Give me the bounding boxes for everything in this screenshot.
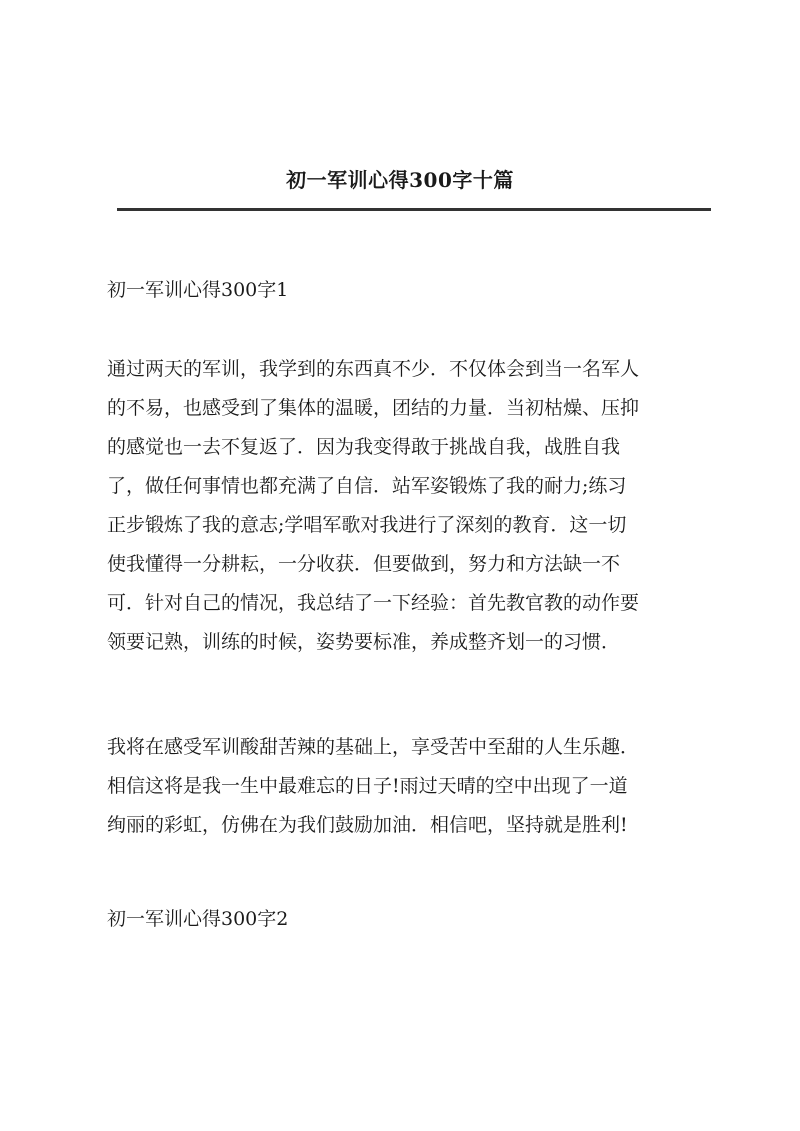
title-divider [117,208,711,211]
paragraph-line: 了，做任何事情也都充满了自信．站军姿锻炼了我的耐力;练习 [107,475,627,497]
paragraph-line: 使我懂得一分耕耘，一分收获．但要做到，努力和方法缺一不 [107,553,621,575]
paragraph-line: 我将在感受军训酸甜苦辣的基础上，享受苦中至甜的人生乐趣． [107,736,640,758]
section-heading-2: 初一军训心得300字2 [107,908,289,930]
paragraph-1 [107,350,707,662]
paragraph-2 [107,728,707,845]
paragraph-line: 的感觉也一去不复返了．因为我变得敢于挑战自我，战胜自我 [107,436,621,458]
paragraph-line: 正步锻炼了我的意志;学唱军歌对我进行了深刻的教育．这一切 [107,514,627,536]
paragraph-line: 领要记熟，训练的时候，姿势要标准，养成整齐划一的习惯． [107,631,621,653]
section-heading-1: 初一军训心得300字1 [107,279,289,301]
paragraph-line: 可．针对自己的情况，我总结了一下经验：首先教官教的动作要 [107,592,640,614]
paragraph-line: 相信这将是我一生中最难忘的日子!雨过天晴的空中出现了一道 [107,775,628,797]
paragraph-line: 绚丽的彩虹，仿佛在为我们鼓励加油．相信吧，坚持就是胜利! [107,814,628,836]
paragraph-line: 的不易，也感受到了集体的温暖，团结的力量．当初枯燥、压抑 [107,397,640,419]
paragraph-line: 通过两天的军训，我学到的东西真不少．不仅体会到当一名军人 [107,358,640,380]
document-title: 初一军训心得300字十篇 [286,168,514,192]
